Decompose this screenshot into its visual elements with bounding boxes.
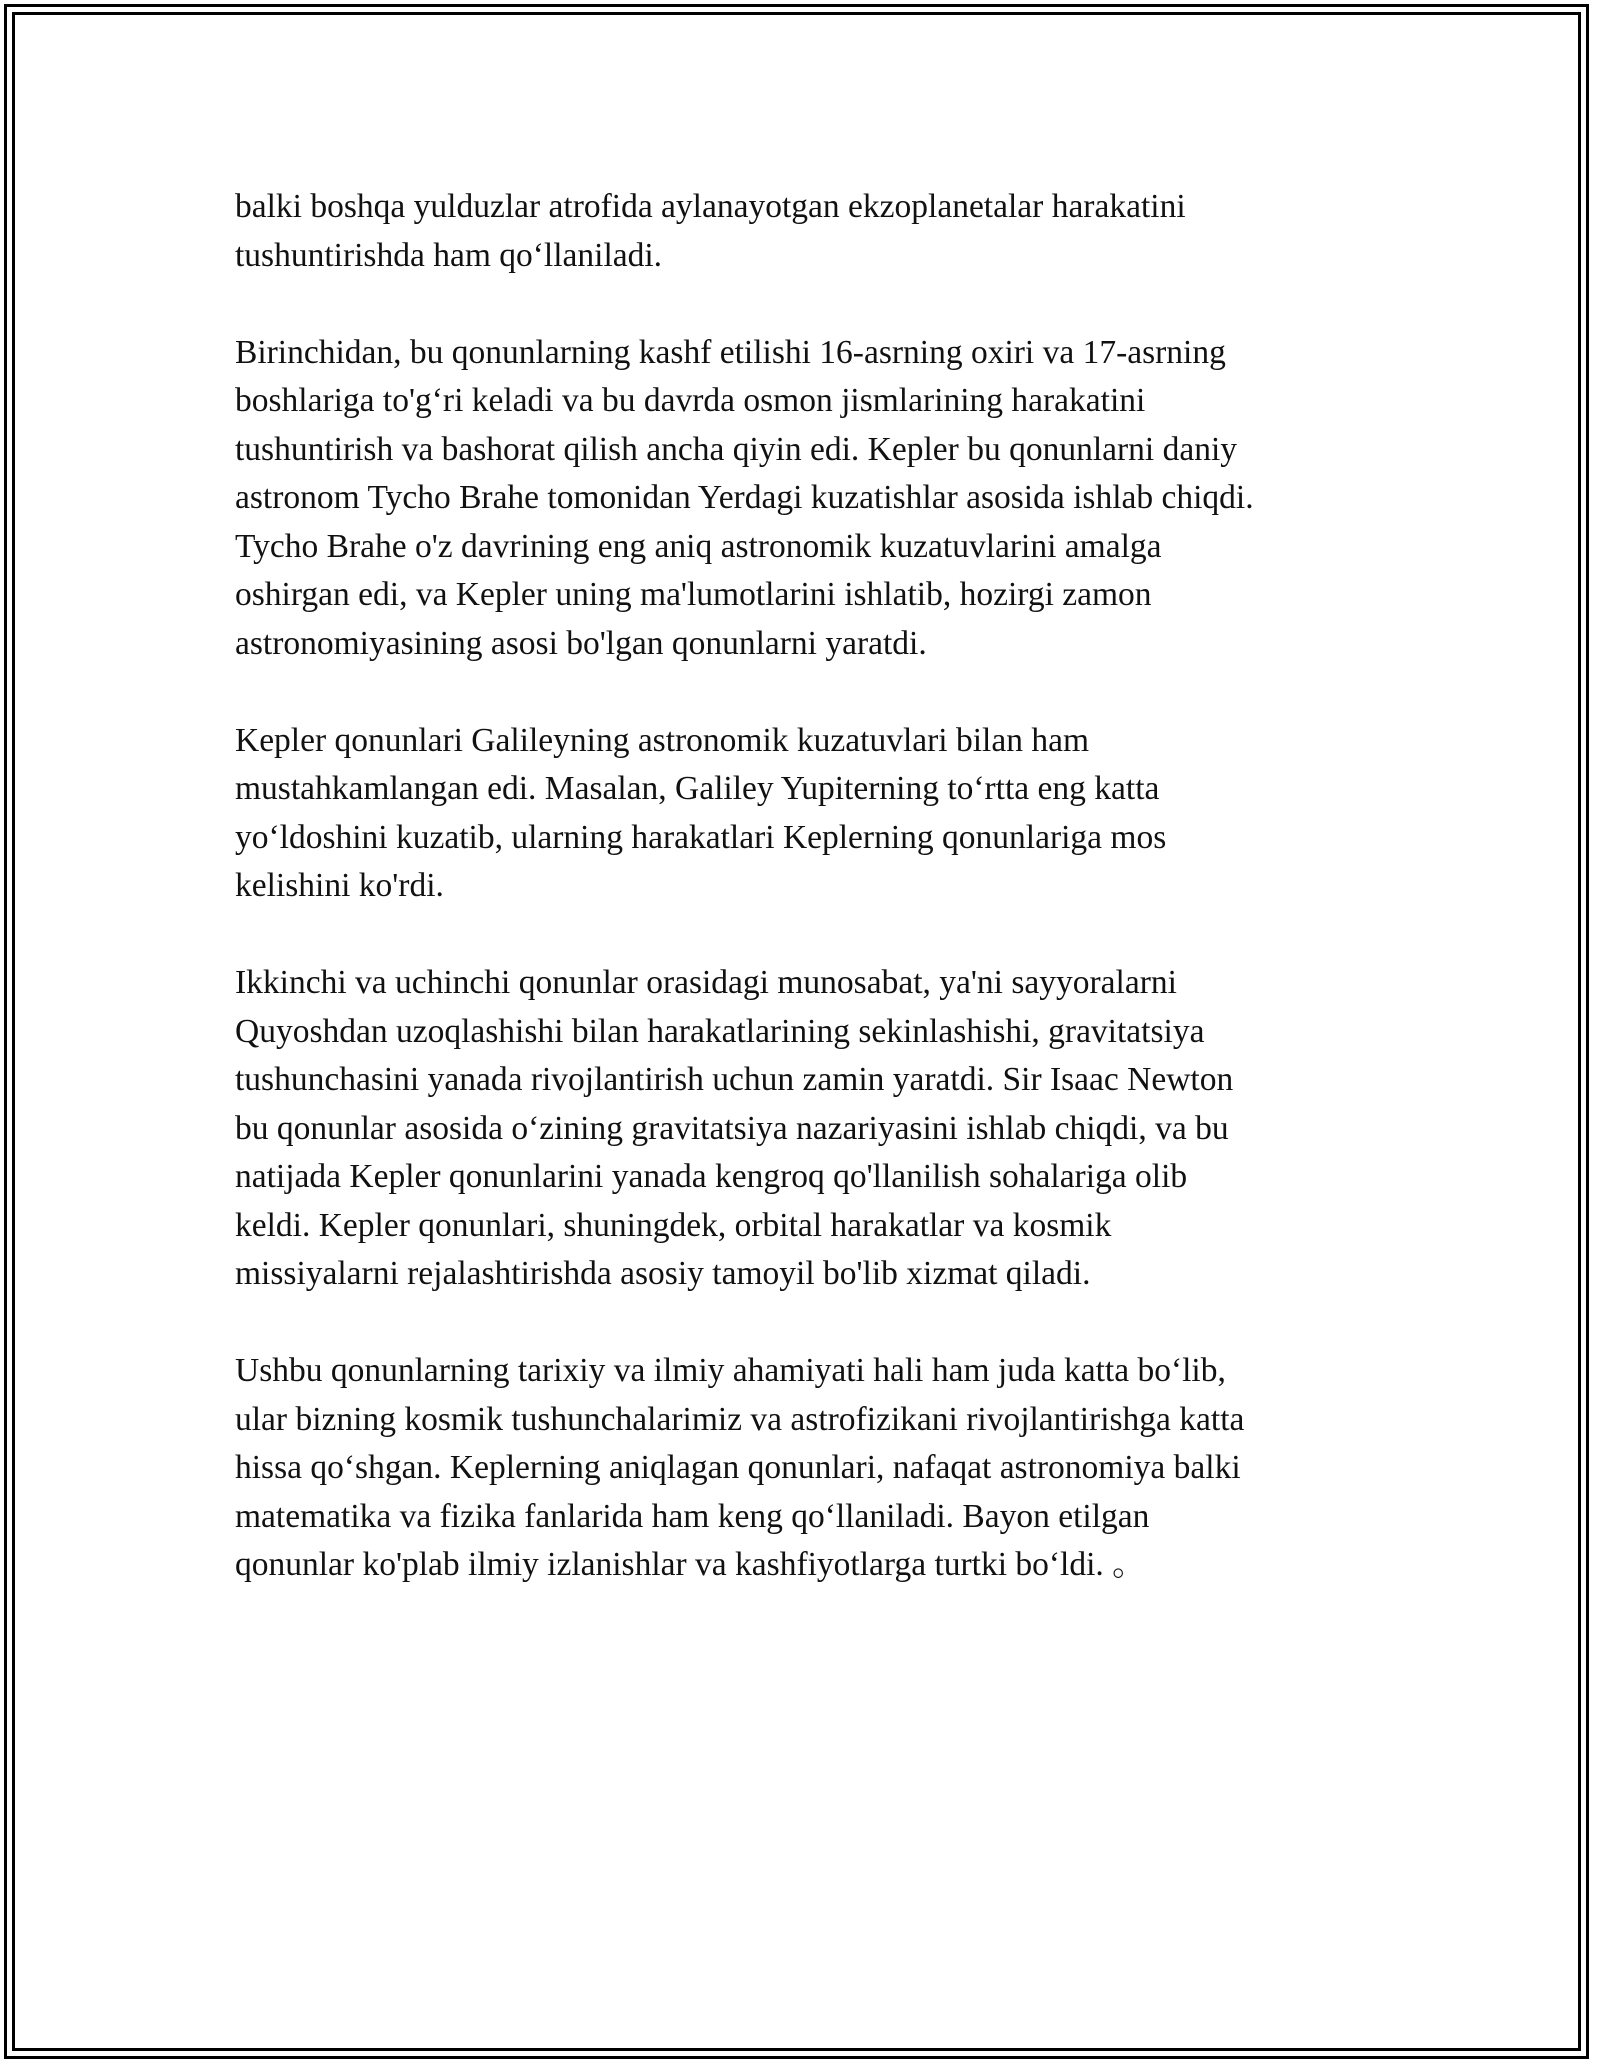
text-line: tushuntirish va bashorat qilish ancha qiyin edi. Kepler bu qonunlarni daniy [235, 430, 1238, 468]
text-line: matematika va fizika fanlarida ham keng qo‘llaniladi. Bayon etilgan [235, 1497, 1150, 1535]
text-line: astronomiyasining asosi bo'lgan qonunlarni yaratdi. [235, 624, 927, 662]
document-body [235, 183, 1375, 1638]
text-line: yo‘ldoshini kuzatib, ularning harakatlari Keplerning qonunlariga mos [235, 818, 1167, 856]
text-line: keldi. Kepler qonunlari, shuningdek, orbital harakatlar va kosmik [235, 1206, 1112, 1244]
paragraph-1 [235, 183, 1375, 280]
text-line: tushunchasini yanada rivojlantirish uchun zamin yaratdi. Sir Isaac Newton [235, 1061, 1234, 1098]
text-line: missiyalarni rejalashtirishda asosiy tamoyil bo'lib xizmat qiladi. [235, 1255, 1091, 1292]
paragraph-4 [235, 959, 1375, 1299]
text-line: Kepler qonunlari Galileyning astronomik kuzatuvlari bilan ham [235, 721, 1090, 759]
paragraph-2 [235, 329, 1375, 669]
text-line: qonunlar ko'plab ilmiy izlanishlar va kashfiyotlarga turtki bo‘ldi. 。 [235, 1546, 1146, 1583]
text-line: bu qonunlar asosida o‘zining gravitatsiya nazariyasini ishlab chiqdi, va bu [235, 1109, 1229, 1147]
text-line: tushuntirishda ham qo‘llaniladi. [235, 236, 663, 274]
paragraph-5 [235, 1347, 1375, 1590]
text-line: Quyoshdan uzoqlashishi bilan harakatlarining sekinlashishi, gravitatsiya [235, 1012, 1205, 1050]
paragraph-3 [235, 717, 1375, 911]
text-line: Ushbu qonunlarning tarixiy va ilmiy ahamiyati hali ham juda katta bo‘lib, [235, 1352, 1226, 1389]
text-line: ular bizning kosmik tushunchalarimiz va astrofizikani rivojlantirishga katta [235, 1400, 1245, 1438]
text-line: balki boshqa yulduzlar atrofida aylanayotgan ekzoplanetalar harakatini [235, 188, 1186, 225]
text-line: Birinchidan, bu qonunlarning kashf etilishi 16-asrning oxiri va 17-asrning [235, 333, 1226, 371]
text-line: hissa qo‘shgan. Keplerning aniqlagan qonunlari, nafaqat astronomiya balki [235, 1449, 1241, 1486]
text-line: Tycho Brahe o'z davrining eng aniq astronomik kuzatuvlarini amalga [235, 527, 1162, 565]
text-line: mustahkamlangan edi. Masalan, Galiley Yupiterning to‘rtta eng katta [235, 770, 1160, 807]
text-line: kelishini ko'rdi. [235, 867, 444, 904]
text-line: Ikkinchi va uchinchi qonunlar orasidagi munosabat, ya'ni sayyoralarni [235, 964, 1177, 1001]
text-line: boshlariga to'g‘ri keladi va bu davrda osmon jismlarining harakatini [235, 382, 1146, 419]
text-line: natijada Kepler qonunlarini yanada kengroq qo'llanilish sohalariga olib [235, 1158, 1188, 1195]
text-line: astronom Tycho Brahe tomonidan Yerdagi kuzatishlar asosida ishlab chiqdi. [235, 479, 1254, 516]
text-line: oshirgan edi, va Kepler uning ma'lumotlarini ishlatib, hozirgi zamon [235, 576, 1152, 613]
